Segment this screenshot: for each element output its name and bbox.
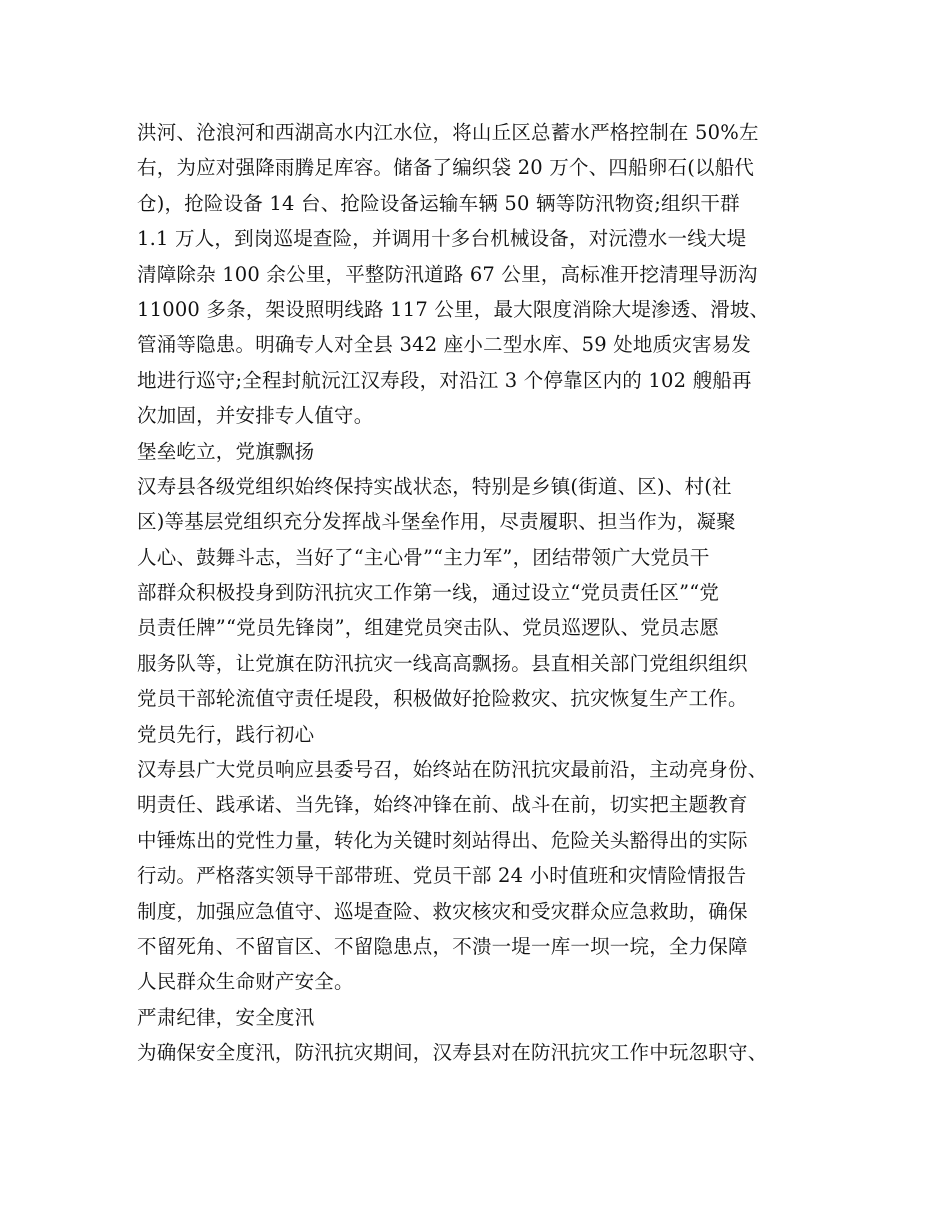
text-line: 管涌等隐患。明确专人对全县 342 座小二型水库、59 处地质灾害易发 [137, 333, 752, 357]
text-line: 党员干部轮流值守责任堤段，积极做好抢险救灾、抗灾恢复生产工作。 [137, 687, 748, 711]
text-line: 洪河、沧浪河和西湖高水内江水位，将山丘区总蓄水严格控制在 50%左 [137, 121, 759, 144]
text-line: 区)等基层党组织充分发挥战斗堡垒作用，尽责履职、担当作为，凝聚 [137, 510, 736, 534]
text-line: 为确保安全度汛，防汛抗灾期间，汉寿县对在防汛抗灾工作中玩忽职守、 [137, 1041, 768, 1065]
text-line: 员责任牌”“党员先锋岗”，组建党员突击队、党员巡逻队、党员志愿 [137, 616, 720, 640]
text-line: 服务队等，让党旗在防汛抗灾一线高高飘扬。县直相关部门党组织组织 [137, 651, 748, 675]
section-heading: 严肃纪律，安全度汛 [137, 1005, 315, 1029]
text-line: 仓)，抢险设备 14 台、抢险设备运输车辆 50 辆等防汛物资;组织干群 [137, 191, 740, 215]
text-line: 右，为应对强降雨腾足库容。储备了编织袋 20 万个、四船卵石(以船代 [137, 156, 755, 180]
section-heading: 党员先行，践行初心 [137, 722, 315, 746]
text-line: 汉寿县广大党员响应县委号召，始终站在防汛抗灾最前沿，主动亮身份、 [137, 758, 768, 782]
text-line: 中锤炼出的党性力量，转化为关键时刻站得出、危险关头豁得出的实际 [137, 828, 748, 852]
text-line: 不留死角、不留盲区、不留隐患点，不溃一堤一库一坝一垸，全力保障 [137, 934, 748, 958]
text-line: 汉寿县各级党组织始终保持实战状态，特别是乡镇(街道、区)、村(社 [137, 474, 732, 498]
text-line: 1.1 万人，到岗巡堤查险，并调用十多台机械设备，对沅澧水一线大堤 [137, 227, 747, 251]
text-line: 人心、鼓舞斗志，当好了“主心骨”“主力军”，团结带领广大党员干 [137, 545, 710, 569]
text-line: 行动。严格落实领导干部带班、党员干部 24 小时值班和灾情险情报告 [137, 864, 747, 888]
section-heading: 堡垒屹立，党旗飘扬 [137, 439, 315, 463]
document-body [137, 115, 827, 1071]
text-line: 部群众积极投身到防汛抗灾工作第一线，通过设立“党员责任区”“党 [137, 581, 720, 605]
text-line: 制度，加强应急值守、巡堤查险、救灾核灾和受灾群众应急救助，确保 [137, 899, 748, 923]
text-line: 人民群众生命财产安全。 [137, 970, 354, 994]
text-line: 清障除杂 100 余公里，平整防汛道路 67 公里，高标准开挖清理导沥沟 [137, 262, 758, 286]
text-line: 地进行巡守;全程封航沅江汉寿段，对沿江 3 个停靠区内的 102 艘船再 [137, 368, 752, 392]
text-line: 11000 多条，架设照明线路 117 公里，最大限度消除大堤渗透、滑坡、 [137, 297, 770, 321]
text-line: 明责任、践承诺、当先锋，始终冲锋在前、战斗在前，切实把主题教育 [137, 793, 748, 817]
text-line: 次加固，并安排专人值守。 [137, 404, 374, 428]
